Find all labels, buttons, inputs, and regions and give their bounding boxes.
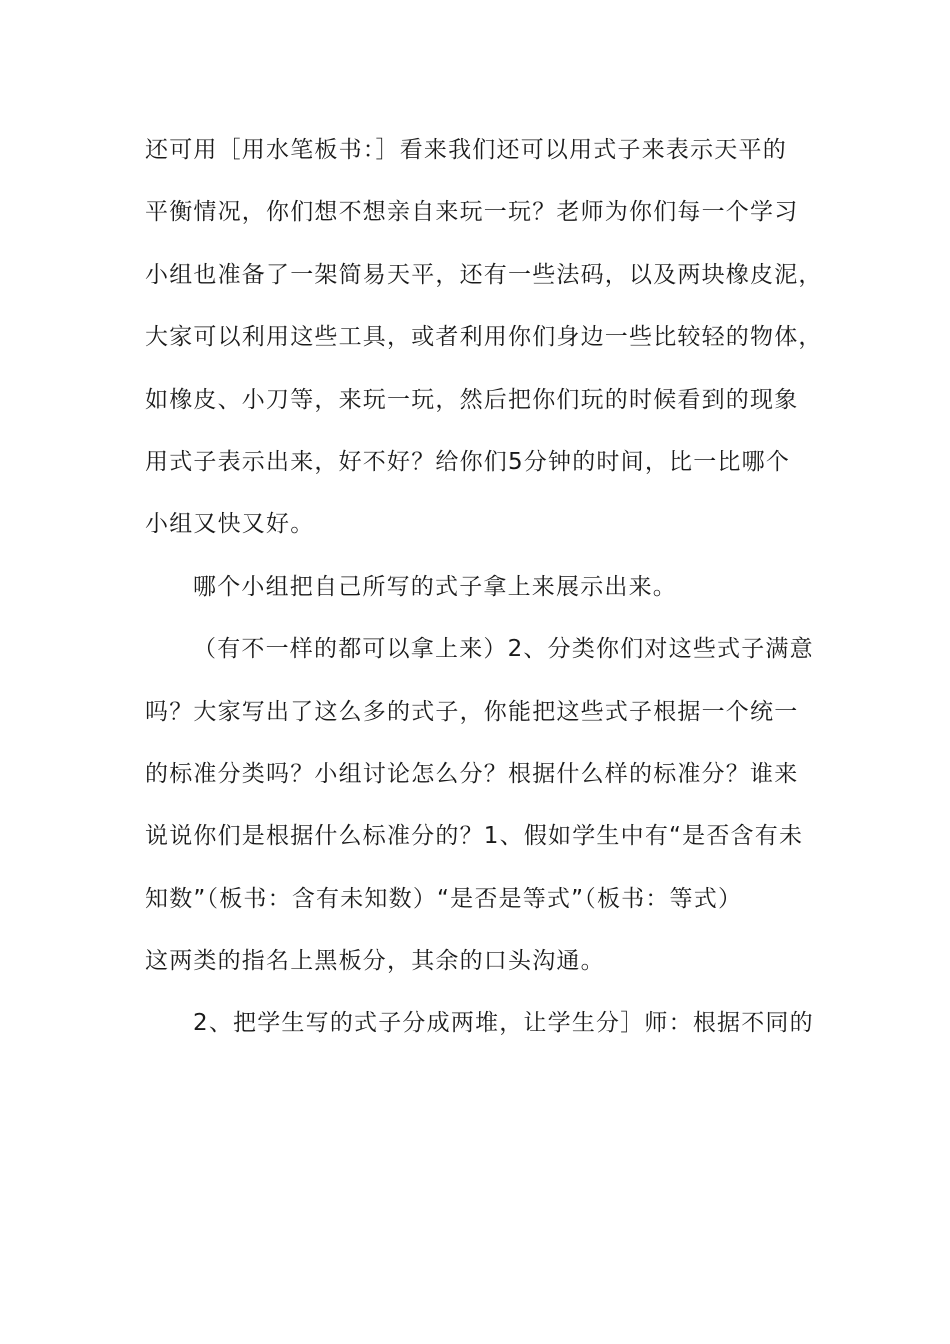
paragraph-start-line: 2、把学生写的式子分成两堆，让学生分］师：根据不同的 [193,1010,814,1037]
text-line: 平衡情况，你们想不想亲自来玩一玩？老师为你们每一个学习 [145,199,799,226]
text-line: 这两类的指名上黑板分，其余的口头沟通。 [145,948,605,975]
text-line: 还可用［用水笔板书：］看来我们还可以用式子来表示天平的 [145,137,787,163]
text-line: 小组又快又好。 [145,511,315,538]
paragraph-start-line: （有不一样的都可以拿上来）2、分类你们对这些式子满意 [193,636,814,663]
text-line: 的标准分类吗？小组讨论怎么分？根据什么样的标准分？谁来 [145,760,799,787]
text-line: 吗？大家写出了这么多的式子，你能把这些式子根据一个统一 [145,698,799,725]
text-line: 用式子表示出来，好不好？给你们5分钟的时间，比一比哪个 [145,448,791,475]
text-line: 小组也准备了一架简易天平，还有一些法码，以及两块橡皮泥， [145,261,823,288]
body-text [145,127,823,1063]
text-line: 知数”（板书：含有未知数）“是否是等式”（板书：等式） [145,885,743,912]
text-line: 说说你们是根据什么标准分的？1、假如学生中有“是否含有未 [145,823,804,850]
text-line: 大家可以利用这些工具，或者利用你们身边一些比较轻的物体， [145,324,823,351]
paragraph-start-line: 哪个小组把自己所写的式子拿上来展示出来。 [193,573,677,600]
text-line: 如橡皮、小刀等，来玩一玩，然后把你们玩的时候看到的现象 [145,386,799,413]
